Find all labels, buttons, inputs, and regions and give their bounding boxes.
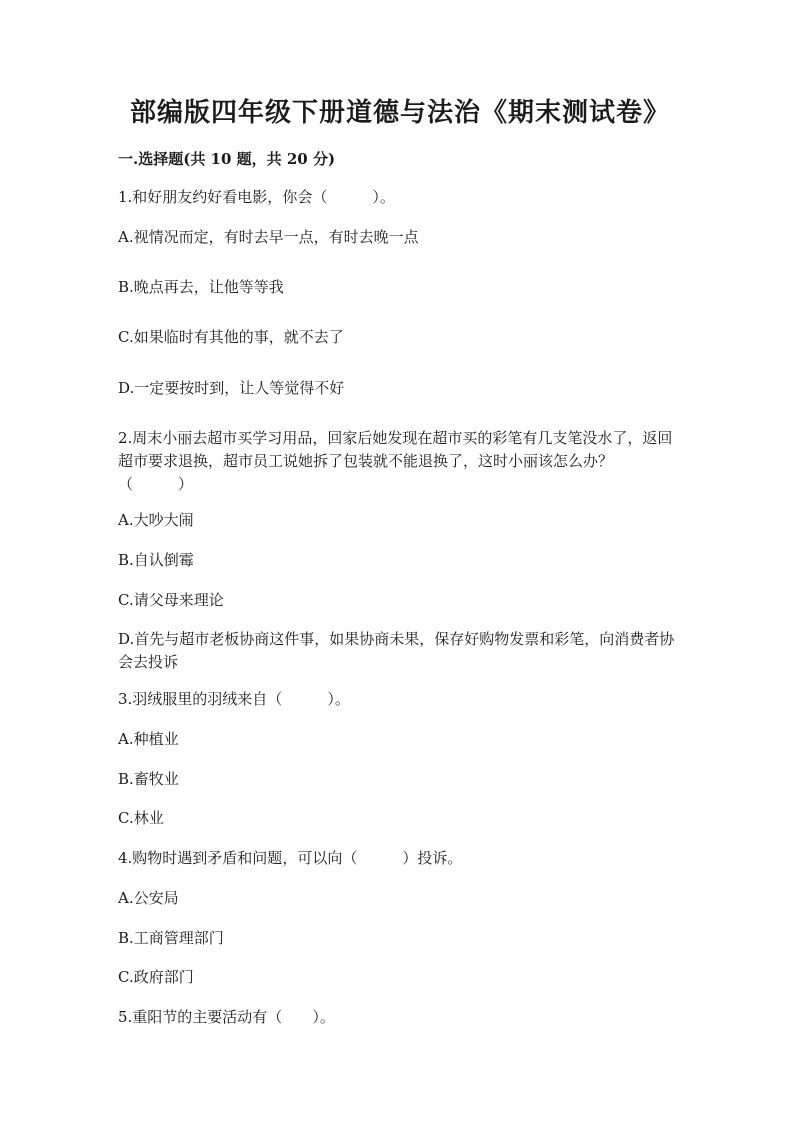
question-5-stem: 5.重阳节的主要活动有（ ）。 (118, 1008, 335, 1026)
question-1-option-a: A.视情况而定，有时去早一点，有时去晚一点 (118, 228, 419, 246)
question-4-option-b: B.工商管理部门 (118, 929, 224, 947)
question-1-option-c: C.如果临时有其他的事，就不去了 (118, 328, 344, 346)
question-3-option-a: A.种植业 (118, 730, 179, 748)
question-1-option-d: D.一定要按时到，让人等觉得不好 (118, 379, 345, 397)
question-2-option-c: C.请父母来理论 (118, 591, 224, 609)
question-2-stem: 2.周末小丽去超市买学习用品，回家后她发现在超市买的彩笔有几支笔没水了，返回超市要求退换，超市员工说她拆了包装就不能退换了，这时小丽该怎么办？（ ） (118, 429, 673, 493)
question-4-option-a: A.公安局 (118, 889, 179, 907)
question-4-stem: 4.购物时遇到矛盾和问题，可以向（ ）投诉。 (118, 849, 463, 867)
question-1-option-b: B.晚点再去，让他等等我 (118, 278, 284, 296)
question-3-stem: 3.羽绒服里的羽绒来自（ ）。 (118, 690, 350, 708)
question-4-option-c: C.政府部门 (118, 968, 194, 986)
question-3-option-b: B.畜牧业 (118, 770, 179, 788)
question-3-option-c: C.林业 (118, 809, 164, 827)
question-2-option-b: B.自认倒霉 (118, 551, 194, 569)
section-heading: 一.选择题(共 10 题，共 20 分) (118, 150, 336, 168)
exam-title: 部编版四年级下册道德与法治《期末测试卷》 (129, 98, 670, 128)
question-1-stem: 1.和好朋友约好看电影，你会（ ）。 (118, 188, 395, 206)
question-2-option-d: D.首先与超市老板协商这件事，如果协商未果，保存好购物发票和彩笔，向消费者协会去投诉 (118, 630, 675, 671)
question-2-option-a: A.大吵大闹 (118, 511, 194, 529)
